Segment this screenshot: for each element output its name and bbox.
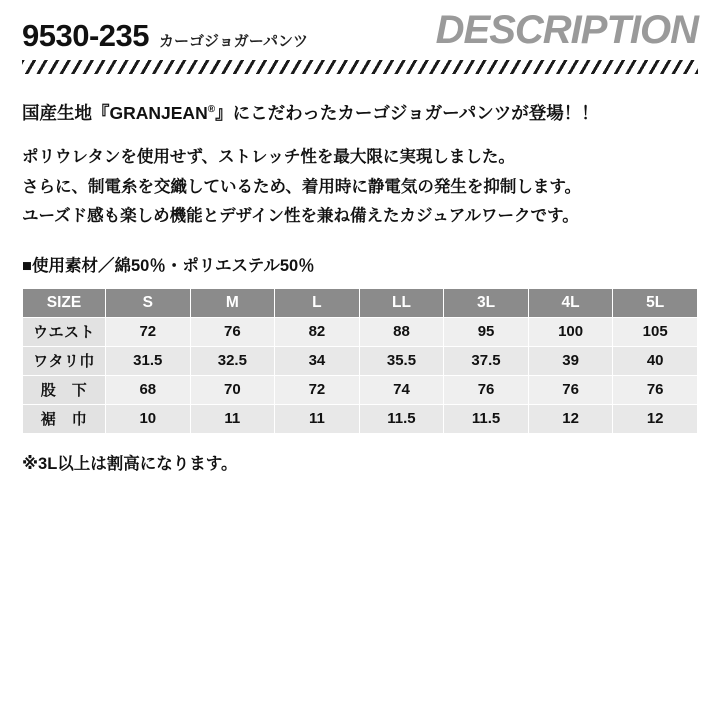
row-label-inseam: 股 下 [23,375,106,404]
cell-hem-l: 11 [275,404,360,433]
row-label-hem: 裾 巾 [23,404,106,433]
body-copy [22,145,698,230]
size-chart-table [22,288,698,434]
cell-waist-s: 72 [106,317,191,346]
material-composition: ■使用素材／綿50％・ポリエステル50％ [22,256,315,275]
column-header-ll: LL [359,288,444,317]
row-label-thigh: ワタリ巾 [23,346,106,375]
table-row [23,346,698,375]
size-chart-body [23,317,698,433]
page-header [22,0,698,56]
body-line-3: ユーズド感も楽しめ機能とデザイン性を兼ね備えたカジュアルワークです。 [22,207,579,226]
cell-hem-5l: 12 [613,404,698,433]
cell-hem-3l: 11.5 [444,404,529,433]
cell-hem-s: 10 [106,404,191,433]
column-header-s: S [106,288,191,317]
cell-inseam-3l: 76 [444,375,529,404]
cell-waist-4l: 100 [528,317,613,346]
column-header-l: L [275,288,360,317]
cell-thigh-l: 34 [275,346,360,375]
table-row [23,404,698,433]
cell-inseam-s: 68 [106,375,191,404]
cell-thigh-3l: 37.5 [444,346,529,375]
cell-thigh-5l: 40 [613,346,698,375]
table-row [23,375,698,404]
registered-mark: ® [207,104,216,116]
column-header-3l: 3L [444,288,529,317]
lead-paragraph [22,100,698,125]
cell-hem-4l: 12 [528,404,613,433]
column-header-m: M [190,288,275,317]
cell-inseam-m: 70 [190,375,275,404]
table-header-row [23,288,698,317]
column-header-5l: 5L [613,288,698,317]
table-row [23,317,698,346]
price-note: ※3L以上は割高になります。 [22,454,238,473]
cell-waist-3l: 95 [444,317,529,346]
cell-waist-l: 82 [275,317,360,346]
cell-inseam-ll: 74 [359,375,444,404]
cell-waist-m: 76 [190,317,275,346]
cell-inseam-l: 72 [275,375,360,404]
lead-text-after: 』にこだわったカーゴジョガーパンツが登場！！ [215,103,599,123]
cell-waist-ll: 88 [359,317,444,346]
cell-hem-ll: 11.5 [359,404,444,433]
product-code: 9530-235 [22,18,150,53]
cell-thigh-s: 31.5 [106,346,191,375]
column-header-4l: 4L [528,288,613,317]
hatched-divider [22,60,698,74]
cell-hem-m: 11 [190,404,275,433]
cell-thigh-m: 32.5 [190,346,275,375]
body-line-2: さらに、制電糸を交織しているため、着用時に静電気の発生を抑制します。 [22,177,582,196]
section-title: DESCRIPTION [435,8,698,52]
cell-inseam-4l: 76 [528,375,613,404]
lead-text-before: 国産生地『GRANJEAN [22,103,208,123]
row-label-waist: ウエスト [23,317,106,346]
size-chart-head [23,288,698,317]
cell-thigh-ll: 35.5 [359,346,444,375]
cell-inseam-5l: 76 [613,375,698,404]
cell-thigh-4l: 39 [528,346,613,375]
cell-waist-5l: 105 [613,317,698,346]
column-header-size: SIZE [23,288,106,317]
product-name: カーゴジョガーパンツ [159,33,308,50]
body-line-1: ポリウレタンを使用せず、ストレッチ性を最大限に実現しました。 [22,148,515,166]
